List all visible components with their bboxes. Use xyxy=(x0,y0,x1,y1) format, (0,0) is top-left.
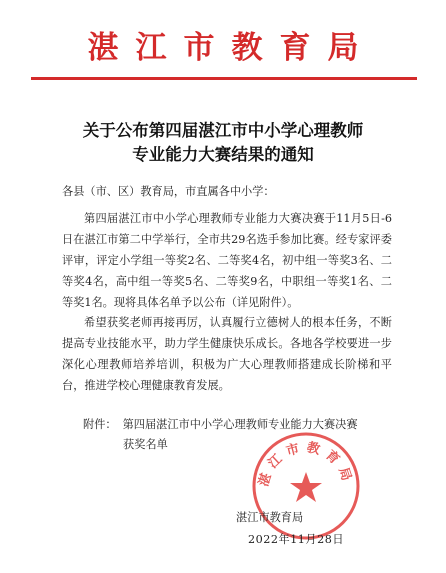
letterhead-title: 湛江市教育局 xyxy=(87,30,376,66)
document-title-line2: 专业能力大赛结果的通知 xyxy=(132,145,314,164)
seal-star-icon xyxy=(290,472,322,502)
salutation: 各县（市、区）教育局，市直属各中小学： xyxy=(62,185,275,198)
issue-date: 2022年11月28日 xyxy=(248,533,345,546)
document-title-line1: 关于公布第四届湛江市中小学心理教师 xyxy=(82,121,364,140)
official-seal-icon xyxy=(250,430,362,542)
attachment-title-line1[interactable]: 第四届湛江市中小学心理教师专业能力大赛决赛 xyxy=(122,418,358,431)
paragraph-1: 第四届湛江市中小学心理教师专业能力大赛决赛于11月5日-6日在湛江市第二中学举行，全市共29名选手参加比赛。经专家评委评审，评定小学组一等奖2名、二等奖4名，初中组一等奖3名、二等奖4名，高中组一等奖5名、二等奖9名，中职组一等奖1名、二等奖1名。现将具体名单予以公布（详见附件）。 xyxy=(62,212,392,309)
seal-text: 湛江市教育局 xyxy=(256,440,356,489)
letterhead-divider xyxy=(31,77,417,80)
signature-org: 湛江市教育局 xyxy=(236,511,304,524)
attachment-label: 附件： xyxy=(83,418,117,431)
paragraph-2: 希望获奖老师再接再厉，认真履行立德树人的根本任务，不断提高专业技能水平，助力学生健康快乐成长。各地各学校要进一步深化心理教师培养培训，积极为广大心理教师搭建成长阶梯和平台，推进学校心理健康教育发展。 xyxy=(62,316,392,392)
attachment-title-line2[interactable]: 获奖名单 xyxy=(123,438,168,451)
